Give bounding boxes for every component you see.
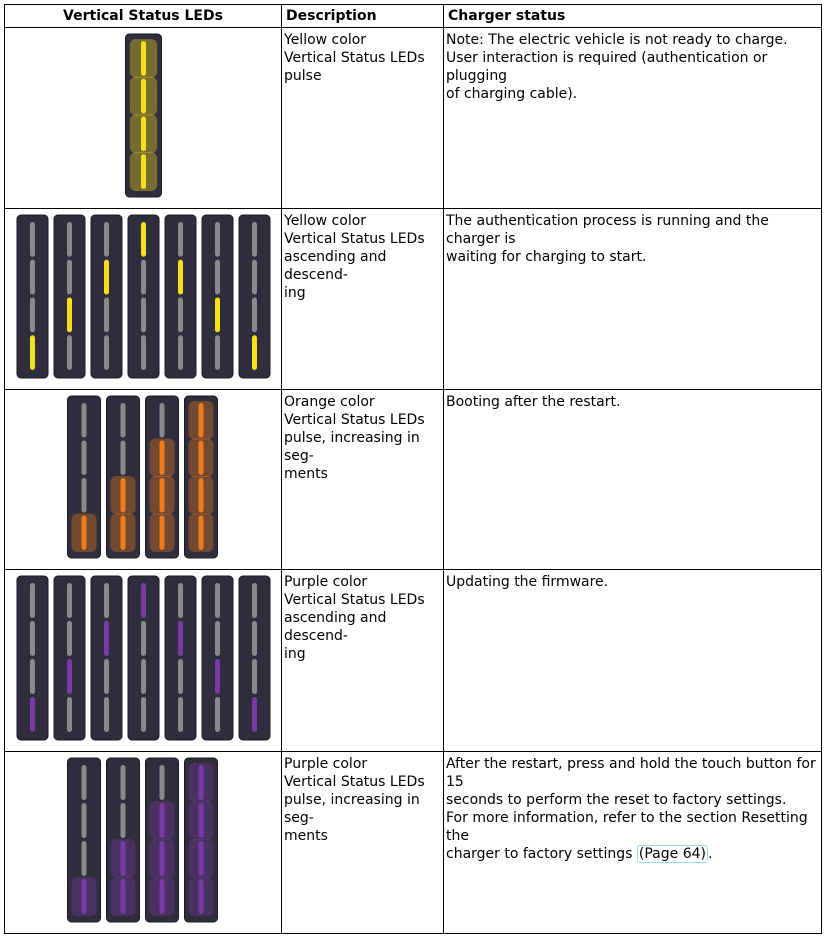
led-segment-lit (160, 516, 165, 551)
status-line: Updating the firmware. (446, 574, 609, 590)
led-segment-off (121, 765, 126, 800)
led-segment-off (215, 697, 220, 732)
led-segment-off (67, 621, 72, 656)
led-segment-off (252, 298, 257, 333)
led-illustration (5, 390, 281, 569)
led-segment-off (252, 621, 257, 656)
led-illustration (5, 28, 281, 208)
led-panel (146, 758, 179, 922)
description-line: pulse, increasing in seg- (284, 792, 420, 826)
description-cell (282, 752, 444, 934)
status-line: seconds to perform the reset to factory settings. (446, 792, 787, 808)
led-status-table (4, 4, 822, 934)
header-charger-status: Charger status (444, 5, 822, 28)
led-segment-lit (67, 659, 72, 694)
led-segment-lit (141, 117, 146, 152)
led-segment-off (141, 335, 146, 370)
status-line: User interaction is required (authentication or plugging (446, 50, 768, 84)
led-segment-lit (160, 478, 165, 513)
description-cell (282, 28, 444, 209)
led-segment-off (104, 659, 109, 694)
led-segment-off (141, 659, 146, 694)
status-text: charger to factory settings (446, 846, 637, 862)
description-cell (282, 390, 444, 570)
led-panel (185, 396, 218, 558)
led-panel (91, 576, 122, 740)
led-segment-off (252, 222, 257, 257)
description-line: Vertical Status LEDs (284, 231, 425, 247)
led-segment-lit (104, 260, 109, 295)
led-segment-lit (30, 335, 35, 370)
led-segment-lit (160, 803, 165, 838)
led-panel (128, 576, 159, 740)
description-line: Yellow color (284, 32, 367, 48)
led-panel (17, 215, 48, 378)
led-segment-off (160, 403, 165, 438)
led-segment-lit (178, 621, 183, 656)
description-line: ing (284, 646, 306, 662)
led-segment-off (178, 659, 183, 694)
led-segment-off (30, 222, 35, 257)
description-line: Vertical Status LEDs (284, 412, 425, 428)
led-segment-lit (160, 841, 165, 876)
led-segment-off (252, 583, 257, 618)
led-segment-off (67, 335, 72, 370)
led-panel (68, 396, 101, 558)
led-panel (107, 396, 140, 558)
led-segment-off (252, 659, 257, 694)
led-panels-svg (5, 570, 282, 748)
led-segment-lit (199, 803, 204, 838)
status-line: of charging cable). (446, 86, 578, 102)
led-segment-lit (160, 879, 165, 914)
led-segment-off (82, 478, 87, 513)
led-segment-off (215, 621, 220, 656)
led-panel (239, 576, 270, 740)
led-panel (91, 215, 122, 378)
description-line: Purple color (284, 756, 368, 772)
led-segment-lit (215, 298, 220, 333)
status-line (446, 845, 819, 863)
table-row (5, 209, 822, 390)
led-panels-svg (5, 752, 282, 930)
led-segment-lit (121, 841, 126, 876)
description-line: ascending and descend- (284, 249, 387, 283)
led-segment-off (82, 765, 87, 800)
led-segment-off (30, 298, 35, 333)
led-segment-off (30, 260, 35, 295)
charger-status-cell (444, 752, 822, 934)
led-segment-off (178, 697, 183, 732)
led-panel (128, 215, 159, 378)
status-line: After the restart, press and hold the touch button for 15 (446, 756, 816, 790)
led-segment-off (141, 697, 146, 732)
description-line: Vertical Status LEDs (284, 774, 425, 790)
description-line: ments (284, 466, 328, 482)
led-panel (17, 576, 48, 740)
led-segment-off (141, 621, 146, 656)
led-segment-lit (82, 516, 87, 551)
led-segment-off (178, 583, 183, 618)
charger-status-cell (444, 28, 822, 209)
led-segment-off (252, 260, 257, 295)
led-segment-off (215, 222, 220, 257)
led-image-cell (5, 28, 282, 209)
led-panel (202, 215, 233, 378)
led-segment-off (82, 841, 87, 876)
led-panel (185, 758, 218, 922)
led-segment-off (141, 298, 146, 333)
description-line: ments (284, 828, 328, 844)
description-cell (282, 209, 444, 390)
led-segment-lit (252, 697, 257, 732)
led-image-cell (5, 752, 282, 934)
status-line: For more information, refer to the section Resetting the (446, 810, 808, 844)
led-panel (239, 215, 270, 378)
led-segment-lit (121, 478, 126, 513)
description-line: Orange color (284, 394, 375, 410)
led-image-cell (5, 390, 282, 570)
led-segment-off (82, 441, 87, 476)
led-segment-lit (178, 260, 183, 295)
header-vertical-status-leds: Vertical Status LEDs (5, 5, 282, 28)
led-segment-lit (104, 621, 109, 656)
led-segment-off (215, 335, 220, 370)
status-line: Booting after the restart. (446, 394, 621, 410)
led-segment-off (121, 441, 126, 476)
led-segment-off (160, 765, 165, 800)
led-segment-off (104, 222, 109, 257)
description-line: Vertical Status LEDs (284, 592, 425, 608)
charger-status-cell (444, 570, 822, 752)
led-segment-off (30, 583, 35, 618)
charger-status-cell (444, 209, 822, 390)
led-segment-off (67, 583, 72, 618)
led-segment-lit (199, 841, 204, 876)
led-segment-off (178, 222, 183, 257)
led-panel (54, 215, 85, 378)
led-segment-off (141, 260, 146, 295)
led-panel (126, 34, 162, 197)
led-image-cell (5, 570, 282, 752)
led-segment-lit (160, 441, 165, 476)
description-line: Purple color (284, 574, 368, 590)
description-line: ascending and descend- (284, 610, 387, 644)
led-segment-off (67, 260, 72, 295)
led-image-cell (5, 209, 282, 390)
header-description: Description (282, 5, 444, 28)
description-line: ing (284, 285, 306, 301)
status-line: waiting for charging to start. (446, 249, 647, 265)
led-panel (107, 758, 140, 922)
led-panels-svg (5, 209, 282, 386)
led-segment-off (178, 335, 183, 370)
led-segment-lit (121, 879, 126, 914)
led-panels-svg (5, 28, 282, 205)
led-illustration (5, 752, 281, 933)
led-illustration (5, 209, 281, 389)
description-line: Vertical Status LEDs (284, 50, 425, 66)
led-segment-off (67, 697, 72, 732)
led-segment-off (215, 583, 220, 618)
status-text: . (708, 846, 713, 862)
led-segment-off (30, 621, 35, 656)
led-segment-off (178, 298, 183, 333)
led-segment-off (82, 803, 87, 838)
led-segment-lit (141, 79, 146, 114)
led-segment-off (30, 659, 35, 694)
led-panel (165, 215, 196, 378)
led-segment-lit (30, 697, 35, 732)
led-segment-off (104, 697, 109, 732)
led-segment-off (82, 403, 87, 438)
charger-status-cell (444, 390, 822, 570)
led-segment-lit (199, 879, 204, 914)
led-segment-lit (82, 879, 87, 914)
led-segment-lit (199, 765, 204, 800)
led-segment-off (104, 583, 109, 618)
led-segment-lit (199, 441, 204, 476)
table-header-row (5, 5, 822, 28)
led-segment-lit (141, 222, 146, 257)
table-row (5, 390, 822, 570)
description-line: Yellow color (284, 213, 367, 229)
led-segment-lit (141, 583, 146, 618)
led-panel (54, 576, 85, 740)
led-segment-off (121, 403, 126, 438)
led-segment-off (215, 260, 220, 295)
led-panel (165, 576, 196, 740)
page-64-link[interactable]: (Page 64) (638, 846, 706, 862)
description-line: pulse (284, 68, 322, 84)
led-panel (68, 758, 101, 922)
led-segment-lit (141, 154, 146, 189)
table-row (5, 28, 822, 209)
led-panel (146, 396, 179, 558)
table-row (5, 752, 822, 934)
led-segment-lit (252, 335, 257, 370)
led-segment-lit (199, 516, 204, 551)
led-panels-svg (5, 390, 282, 566)
led-segment-off (67, 222, 72, 257)
description-line: pulse, increasing in seg- (284, 430, 420, 464)
status-line: The authentication process is running and the charger is (446, 213, 769, 247)
led-segment-lit (199, 478, 204, 513)
led-segment-off (104, 298, 109, 333)
table-row (5, 570, 822, 752)
led-segment-off (121, 803, 126, 838)
led-segment-lit (199, 403, 204, 438)
description-cell (282, 570, 444, 752)
led-segment-off (104, 335, 109, 370)
led-segment-lit (67, 298, 72, 333)
led-segment-lit (141, 41, 146, 76)
led-panel (202, 576, 233, 740)
led-illustration (5, 570, 281, 751)
led-segment-lit (121, 516, 126, 551)
status-line: Note: The electric vehicle is not ready to charge. (446, 32, 788, 48)
led-segment-lit (215, 659, 220, 694)
